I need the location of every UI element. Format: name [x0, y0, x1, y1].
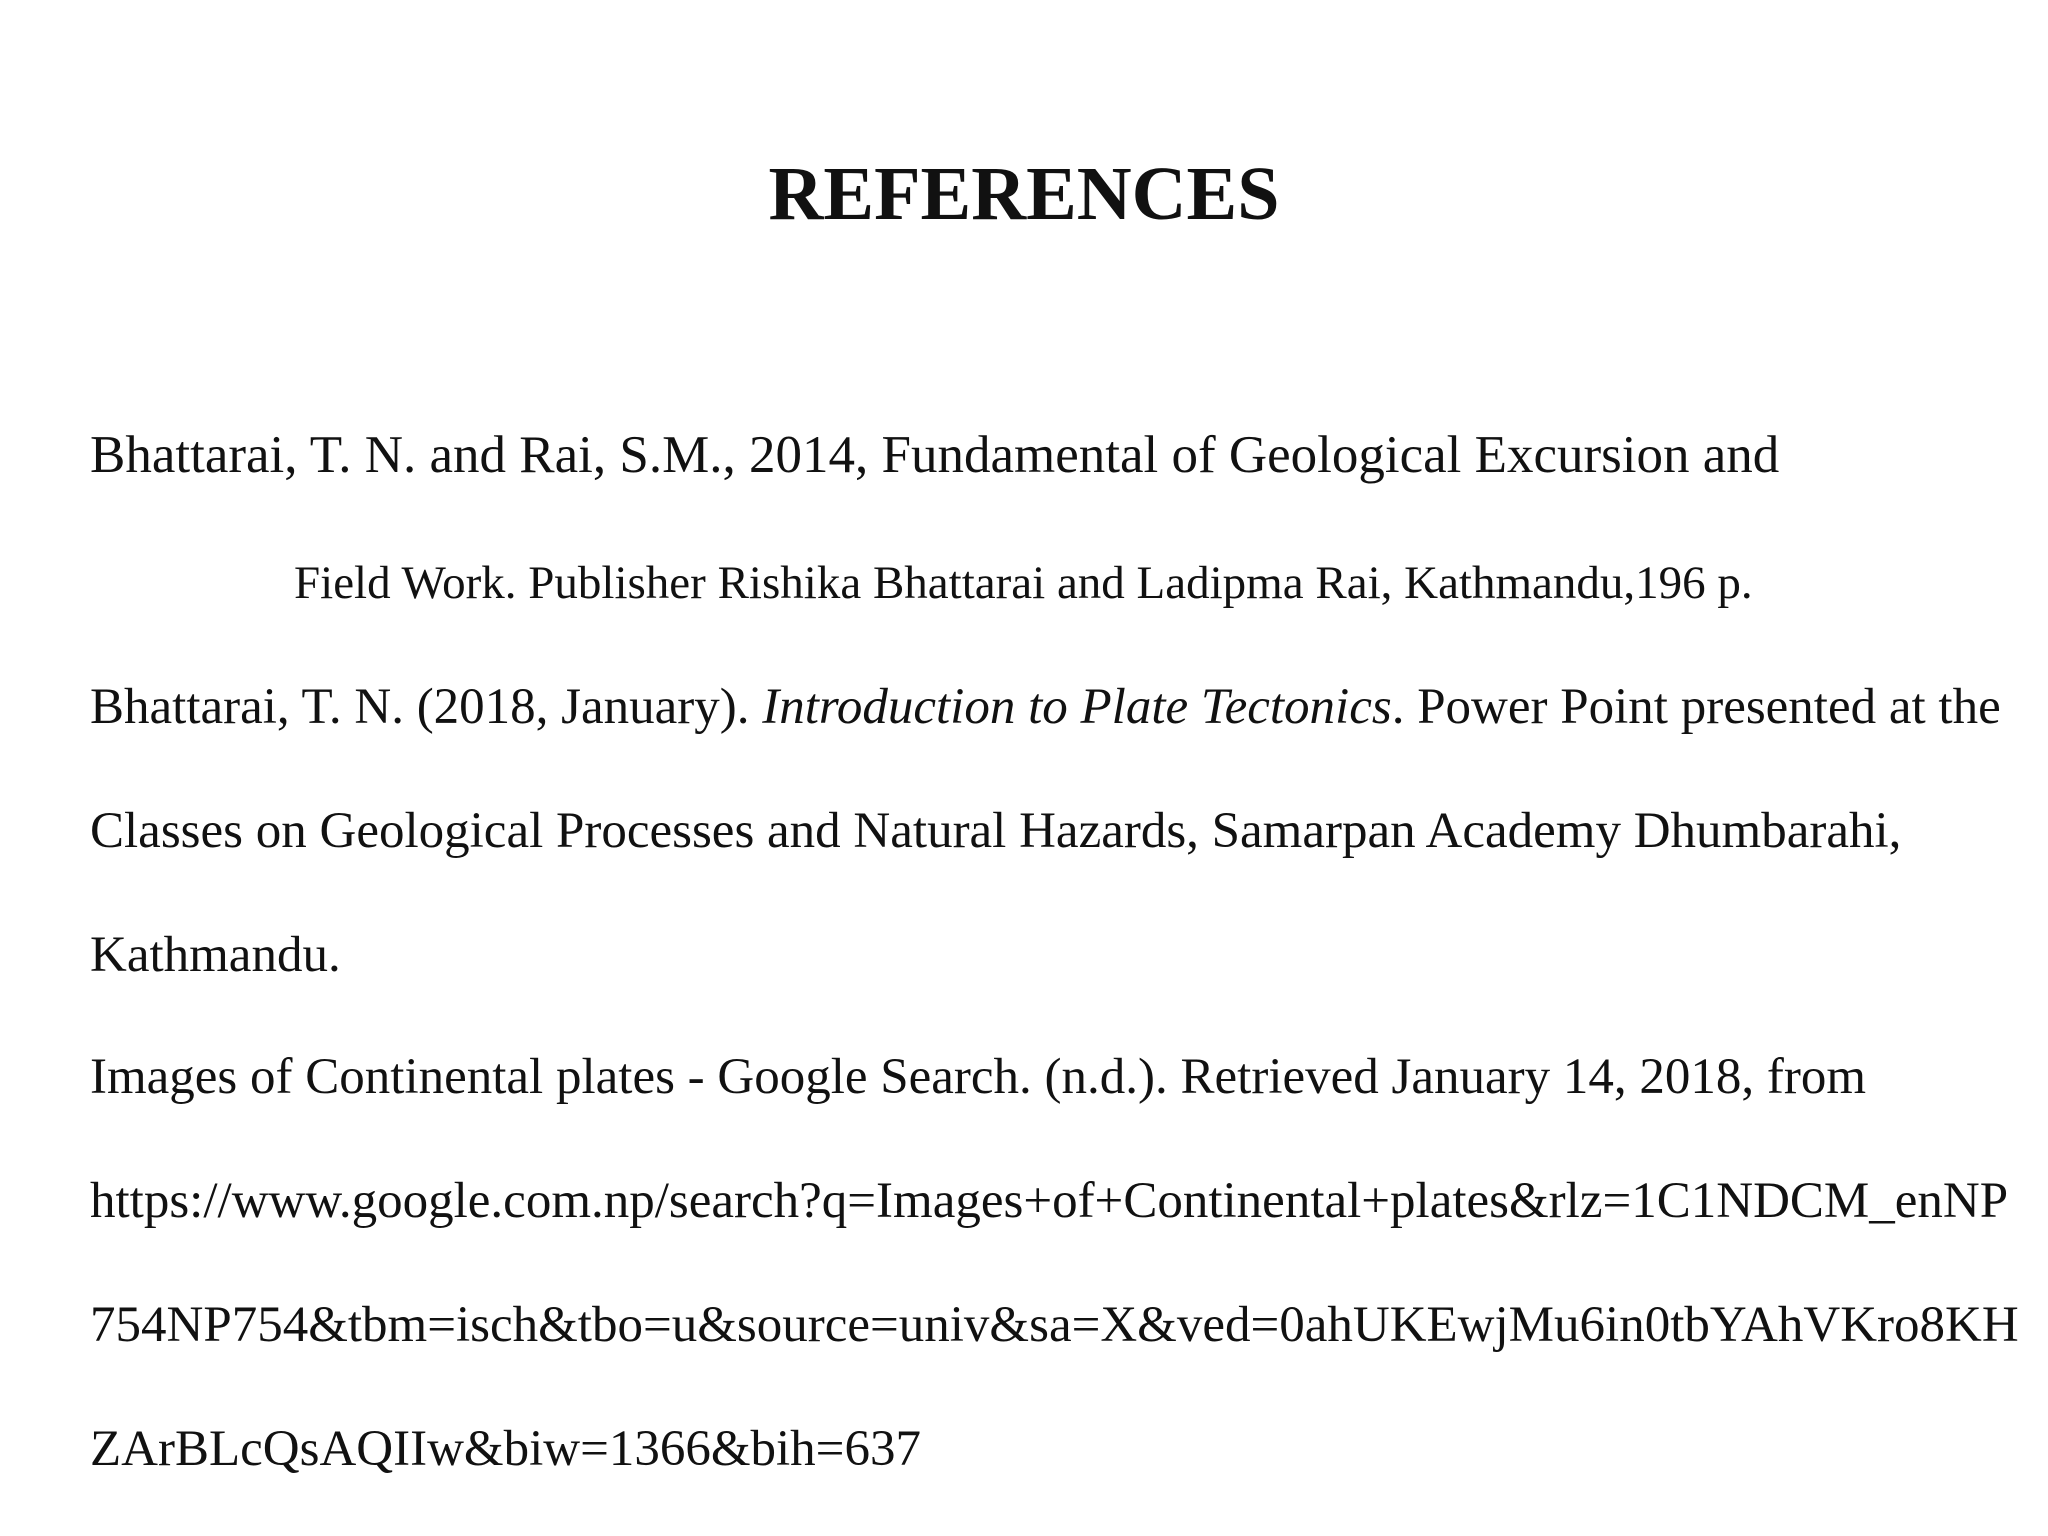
reference-line: Classes on Geological Processes and Natural Hazards, Samarpan Academy Dhumbarahi, — [90, 803, 1902, 859]
reference-line: Bhattarai, T. N. and Rai, S.M., 2014, Fundamental of Geological Excursion and — [90, 426, 1780, 484]
reference-line — [90, 677, 2001, 737]
reference-url-line: ZArBLcQsAQIIw&biw=1366&bih=637 — [90, 1421, 921, 1477]
reference-url-line: 754NP754&tbm=isch&tbo=u&source=univ&sa=X&ved=0ahUKEwjMu6in0tbYAhVKro8KH — [90, 1297, 2019, 1353]
reference-url-line: https://www.google.com.np/search?q=Images+of+Continental+plates&rlz=1C1NDCM_enNP — [90, 1173, 2009, 1229]
reference-line: Kathmandu. — [90, 927, 341, 983]
page-title: REFERENCES — [768, 152, 1280, 236]
reference-text: Bhattarai, T. N. (2018, January). — [90, 679, 763, 735]
reference-line: Images of Continental plates - Google Search. (n.d.). Retrieved January 14, 2018, from — [90, 1049, 1867, 1105]
reference-text: . Power Point presented at the — [1391, 679, 2001, 735]
reference-title-italic: Introduction to Plate Tectonics — [762, 679, 1392, 735]
reference-line: Field Work. Publisher Rishika Bhattarai and Ladipma Rai, Kathmandu,196 p. — [294, 557, 1753, 609]
